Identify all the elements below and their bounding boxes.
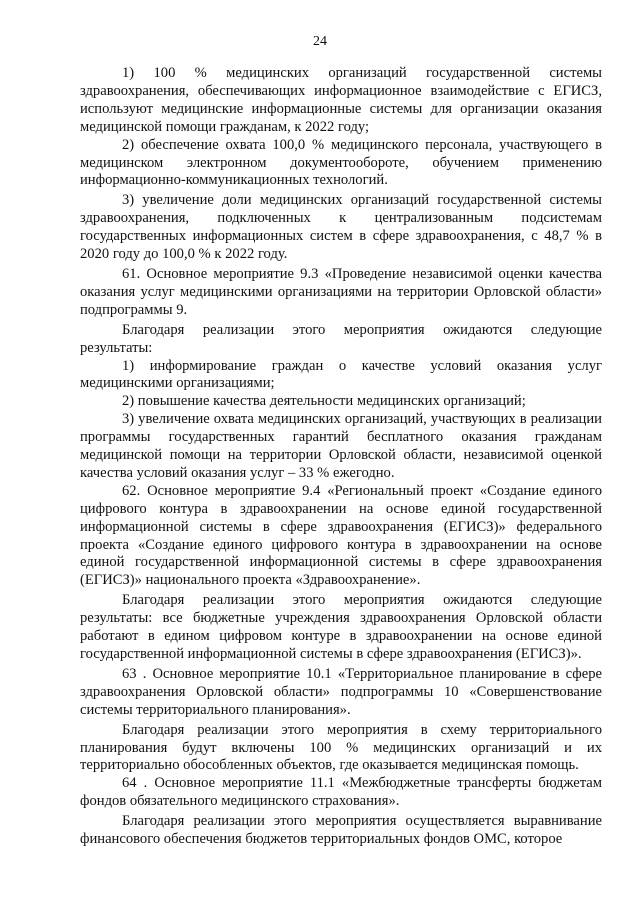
paragraph: 62. Основное мероприятие 9.4 «Региональный проект «Создание единого цифрового контура в здравоохранении на основе единой государственной информационной системы в сфере здравоохранения (ЕГИСЗ)» федерального проекта «Создание единого цифрового контура в здравоохранении на основе единой государственной информационной системы в сфере здравоохранения (ЕГИСЗ)» национального проекта «Здравоохранение». <box>80 482 602 589</box>
paragraph: Благодаря реализации этого мероприятия ожидаются следующие результаты: <box>80 321 602 356</box>
paragraph: 1) информирование граждан о качестве условий оказания услуг медицинскими организациями; <box>80 357 602 392</box>
paragraph: Благодаря реализации этого мероприятия осуществляется выравнивание финансового обеспечения бюджетов территориальных фондов ОМС, которое <box>80 813 602 848</box>
page-number: 24 <box>313 34 327 49</box>
paragraph: 2) обеспечение охвата 100,0 % медицинского персонала, участвующего в медицинском электронном документообороте, обучением применению информационно-коммуникационных технологий. <box>80 136 602 189</box>
paragraph: Благодаря реализации этого мероприятия ожидаются следующие результаты: все бюджетные учреждения здравоохранения Орловской области работают в едином цифровом контуре в здравоохранении на основе единой государственной информационной системы в сфере здравоохранения (ЕГИСЗ)». <box>80 592 602 662</box>
paragraph: 64 . Основное мероприятие 11.1 «Межбюджетные трансферты бюджетам фондов обязательного медицинского страхования». <box>80 775 602 810</box>
paragraph: 1) 100 % медицинских организаций государственной системы здравоохранения, обеспечивающих информационное взаимодействие с ЕГИСЗ, используют медицинские информационные системы для организации оказания медицинской помощи гражданам, к 2022 году; <box>80 65 602 135</box>
document-body <box>80 65 602 849</box>
paragraph: 3) увеличение охвата медицинских организаций, участвующих в реализации программы государственных гарантий бесплатного оказания гражданам медицинской помощи на территории Орловской области, независимой оценкой качества условий оказания услуг – 33 % ежегодно. <box>80 411 602 481</box>
paragraph: 2) повышение качества деятельности медицинских организаций; <box>122 393 526 410</box>
paragraph: 63 . Основное мероприятие 10.1 «Территориальное планирование в сфере здравоохранения Орловской области» подпрограммы 10 «Совершенствование системы территориального планирования». <box>80 665 602 718</box>
paragraph: Благодаря реализации этого мероприятия в схему территориального планирования будут включены 100 % медицинских организаций и их территориально обособленных объектов, где оказывается медицинская помощь. <box>80 721 602 774</box>
paragraph: 3) увеличение доли медицинских организаций государственной системы здравоохранения, подключенных к централизованным подсистемам государственных информационных систем в сфере здравоохранения, с 48,7 % в 2020 году до 100,0 % к 2022 году. <box>80 192 602 263</box>
paragraph: 61. Основное мероприятие 9.3 «Проведение независимой оценки качества оказания услуг медицинскими организациями на территории Орловской области» подпрограммы 9. <box>80 265 602 318</box>
